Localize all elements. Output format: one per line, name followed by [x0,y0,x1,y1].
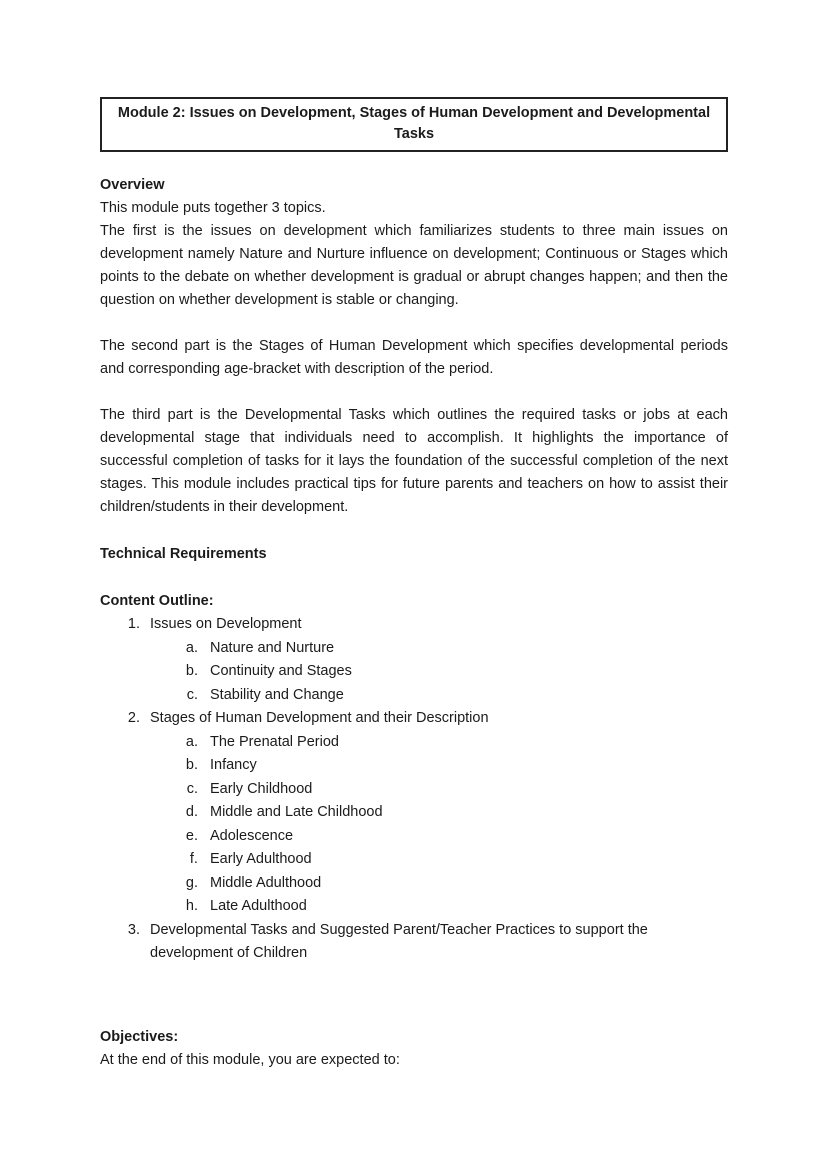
outline-item-2-sublist [150,731,728,919]
outline-item-1a [202,637,728,661]
overview-paragraph-2: The first is the issues on development which familiarizes students to three main issues on development namely Nature and Nurture influence on development; Continuous or Stages which points to the debate on whether development is gradual or abrupt changes happen; and then the question on whether development is stable or changing. [100,223,728,308]
outline-item-2c [202,778,728,802]
outline-item-1-sublist [150,637,728,708]
outline-item-1b-label: Continuity and Stages [210,663,352,679]
outline-item-1-label: Issues on Development [150,616,302,632]
outline-item-3-label: Developmental Tasks and Suggested Parent/Teacher Practices to support the development of Children [150,921,648,961]
outline-item-1c [202,684,728,708]
overview-paragraph-3: The second part is the Stages of Human Development which specifies developmental periods and corresponding age-bracket with description of the period. [100,338,728,377]
objectives-intro: At the end of this module, you are expected to: [100,1051,400,1068]
outline-item-2d-label: Middle and Late Childhood [210,804,383,820]
module-title-box [100,97,728,152]
outline-item-2h [202,895,728,919]
content-outline-heading: Content Outline: [100,593,214,609]
outline-item-1 [144,613,728,707]
outline-item-2d [202,801,728,825]
overview-paragraph-4: The third part is the Developmental Tasks which outlines the required tasks or jobs at each developmental stage that individuals need to accomplish. It highlights the importance of successful completion of tasks for it lays the foundation of the successful completion of the next stages. This module includes practical tips for future parents and teachers on how to assist their children/students in their development. [100,407,728,515]
outline-item-2 [144,707,728,919]
technical-requirements-heading: Technical Requirements [100,546,267,562]
objectives-heading: Objectives: [100,1028,179,1045]
outline-item-2-label: Stages of Human Development and their Description [150,710,489,726]
outline-item-2b [202,754,728,778]
outline-item-2f-label: Early Adulthood [210,851,312,867]
outline-item-2h-label: Late Adulthood [210,898,307,914]
outline-item-2f [202,848,728,872]
outline-item-2a [202,731,728,755]
outline-item-2e-label: Adolescence [210,827,294,844]
outline-item-2a-label: The Prenatal Period [210,733,339,750]
outline-item-2e [202,825,728,849]
outline-item-2g [202,872,728,896]
overview-paragraph-1: This module puts together 3 topics. [100,200,326,216]
outline-item-3 [144,919,728,966]
outline-item-2b-label: Infancy [210,757,257,773]
module-title: Module 2: Issues on Development, Stages of Human Development and Developmental Tasks [117,105,711,142]
outline-item-2g-label: Middle Adulthood [210,874,322,891]
outline-item-1a-label: Nature and Nurture [210,639,335,656]
content-outline-list [100,613,728,966]
outline-item-1c-label: Stability and Change [210,686,344,703]
outline-item-2c-label: Early Childhood [210,780,313,797]
outline-item-1b [202,660,728,684]
overview-heading: Overview [100,177,165,193]
